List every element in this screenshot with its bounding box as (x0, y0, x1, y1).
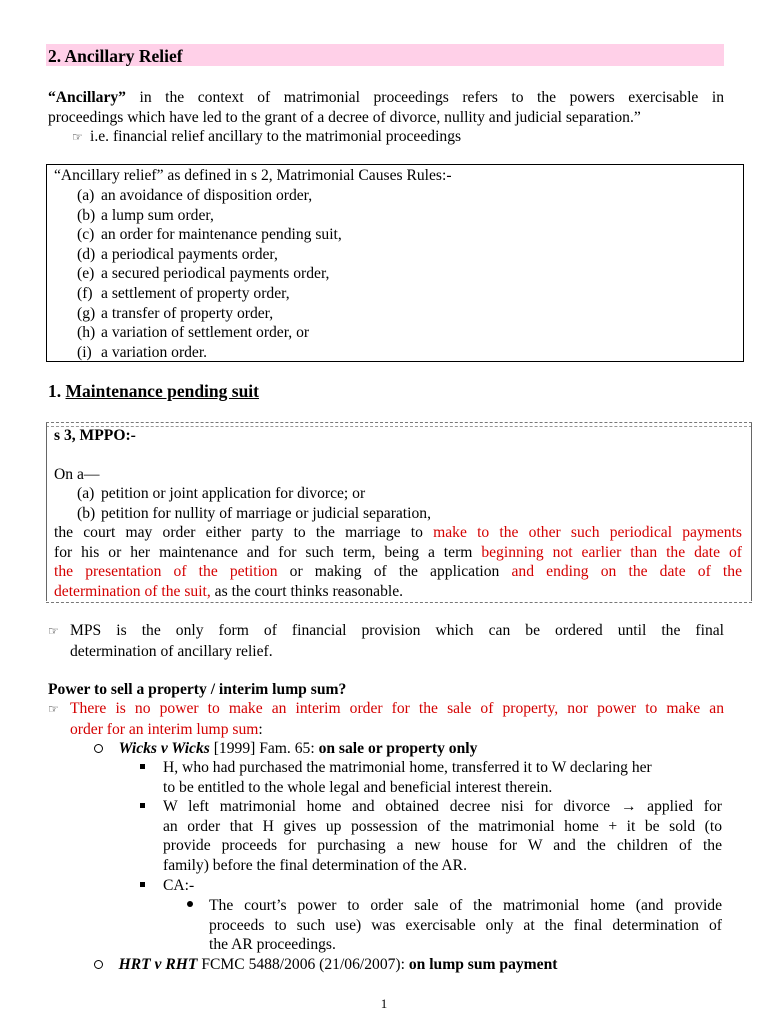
list-item-text: an order for maintenance pending suit, (101, 226, 342, 244)
statute-line-3: the presentation of the petition or making of the application and ending on the date of the (54, 563, 742, 581)
list-item-text: a periodical payments order, (101, 245, 278, 263)
subheading-number: 1. (48, 381, 62, 401)
square-bullet-icon (140, 764, 145, 769)
list-item-text: a settlement of property order, (101, 284, 290, 302)
subheading (48, 382, 259, 402)
power-red-line-1: There is no power to make an interim order for the sale of property, nor power to make an (70, 700, 724, 717)
list-item-text: a secured periodical payments order, (101, 265, 330, 283)
power-red-line-2: order for an interim lump sum (70, 720, 259, 738)
list-item-label: (i) (77, 343, 92, 361)
list-item-label: (c) (77, 226, 95, 244)
case-name: Wicks v Wicks (118, 740, 210, 757)
list-item-label: (b) (77, 206, 96, 224)
round-bullet-icon (187, 901, 193, 907)
list-item (77, 186, 342, 206)
definition-list (77, 186, 342, 362)
mps-note-line-1: MPS is the only form of financial provision which can be ordered until the final (70, 622, 724, 639)
list-item (77, 264, 342, 284)
pointing-hand-icon: ☞ (48, 624, 59, 638)
case-cite: FCMC 5488/2006 (21/06/2007): (197, 956, 409, 973)
list-item (77, 225, 342, 245)
list-item (77, 484, 431, 504)
intro-paragraph (48, 88, 724, 127)
wicks-fact-2: W left matrimonial home and obtained decree nisi for divorce → applied for an order that H gives up possession of the matrimonial home + it be sold (to provide proceeds for purchasing a new house for W and the children of the family) before the final determination of the AR. (140, 797, 722, 875)
list-item (77, 206, 342, 226)
statute-list (77, 484, 431, 523)
wicks-holding: The court’s power to order sale of the matrimonial home (and provide proceeds to such use) was exercisable only at the final determination of the AR proceedings. (187, 896, 722, 955)
list-item-text: petition or joint application for divorce; or (101, 485, 366, 502)
intro-note-text: i.e. financial relief ancillary to the matrimonial proceedings (90, 128, 462, 145)
list-item-label: (b) (77, 504, 96, 522)
list-item-label: (g) (77, 304, 96, 322)
case-topic: on sale or property only (318, 740, 478, 757)
case-name: HRT v RHT (118, 956, 198, 973)
list-item-text: petition for nullity of marriage or judicial separation, (101, 504, 431, 522)
list-item-text: a variation order. (101, 343, 208, 361)
list-item-label: (f) (77, 284, 93, 302)
list-item-text: a lump sum order, (101, 206, 214, 224)
case-cite: [1999] Fam. 65: (209, 740, 319, 757)
hollow-bullet-icon (94, 744, 103, 753)
power-statement: ☞ There is no power to make an interim order for the sale of property, nor power to make an order for an interim lump sum: (48, 700, 724, 738)
statute-line-1: the court may order either party to the marriage to make to the other such periodical payments (54, 524, 742, 541)
wicks-fact-1: H, who had purchased the matrimonial home, transferred it to W declaring her to be entitled to the whole legal and beneficial interest therein. (140, 758, 652, 797)
mps-note (48, 621, 724, 661)
square-bullet-icon (140, 882, 145, 887)
list-item-label: (e) (77, 265, 95, 283)
list-item (77, 504, 431, 524)
arrow-right-icon: → (620, 798, 637, 815)
case-wicks (94, 739, 477, 759)
list-item (77, 323, 342, 343)
list-item-label: (d) (77, 245, 96, 263)
list-item-label: (a) (77, 187, 95, 204)
list-item-label: (h) (77, 324, 96, 342)
list-item (77, 284, 342, 304)
statute-body (54, 523, 742, 601)
mps-note-line-2: determination of ancillary relief. (70, 642, 273, 660)
statute-title: s 3, MPPO:- (54, 427, 136, 444)
subheading-title: Maintenance pending suit (65, 381, 259, 401)
list-item (77, 245, 342, 265)
section-heading: 2. Ancillary Relief (48, 46, 183, 66)
statute-on-a: On a— (54, 466, 100, 483)
pointing-hand-icon: ☞ (48, 702, 59, 716)
intro-note (72, 127, 461, 148)
case-hrt (94, 955, 557, 975)
case-topic: on lump sum payment (408, 956, 558, 973)
intro-text-line-2: proceedings which have led to the grant of a decree of divorce, nullity and judicial separation.” (48, 108, 641, 126)
statute-box-bottom-border (46, 602, 752, 603)
list-item-label: (a) (77, 485, 95, 502)
list-item-text: a transfer of property order, (101, 304, 274, 322)
statute-line-4: determination of the suit, as the court thinks reasonable. (54, 582, 404, 600)
list-item-text: an avoidance of disposition order, (101, 187, 313, 204)
pointing-hand-icon: ☞ (72, 130, 83, 144)
list-item (77, 343, 342, 363)
list-item-text: a variation of settlement order, or (101, 324, 310, 342)
intro-text-line-1: in the context of matrimonial proceedings refers to the powers exercisable in (125, 89, 724, 106)
power-heading: Power to sell a property / interim lump sum? (48, 681, 347, 698)
statute-line-2: for his or her maintenance and for such term, being a term beginning not earlier than the date of (54, 543, 742, 561)
square-bullet-icon (140, 803, 145, 808)
hollow-bullet-icon (94, 960, 103, 969)
definition-title: “Ancillary relief” as defined in s 2, Matrimonial Causes Rules:- (54, 167, 452, 184)
page-number: 1 (380, 996, 388, 1011)
wicks-ca: CA:- (140, 876, 194, 896)
list-item (77, 304, 342, 324)
intro-term: “Ancillary” (48, 89, 126, 106)
